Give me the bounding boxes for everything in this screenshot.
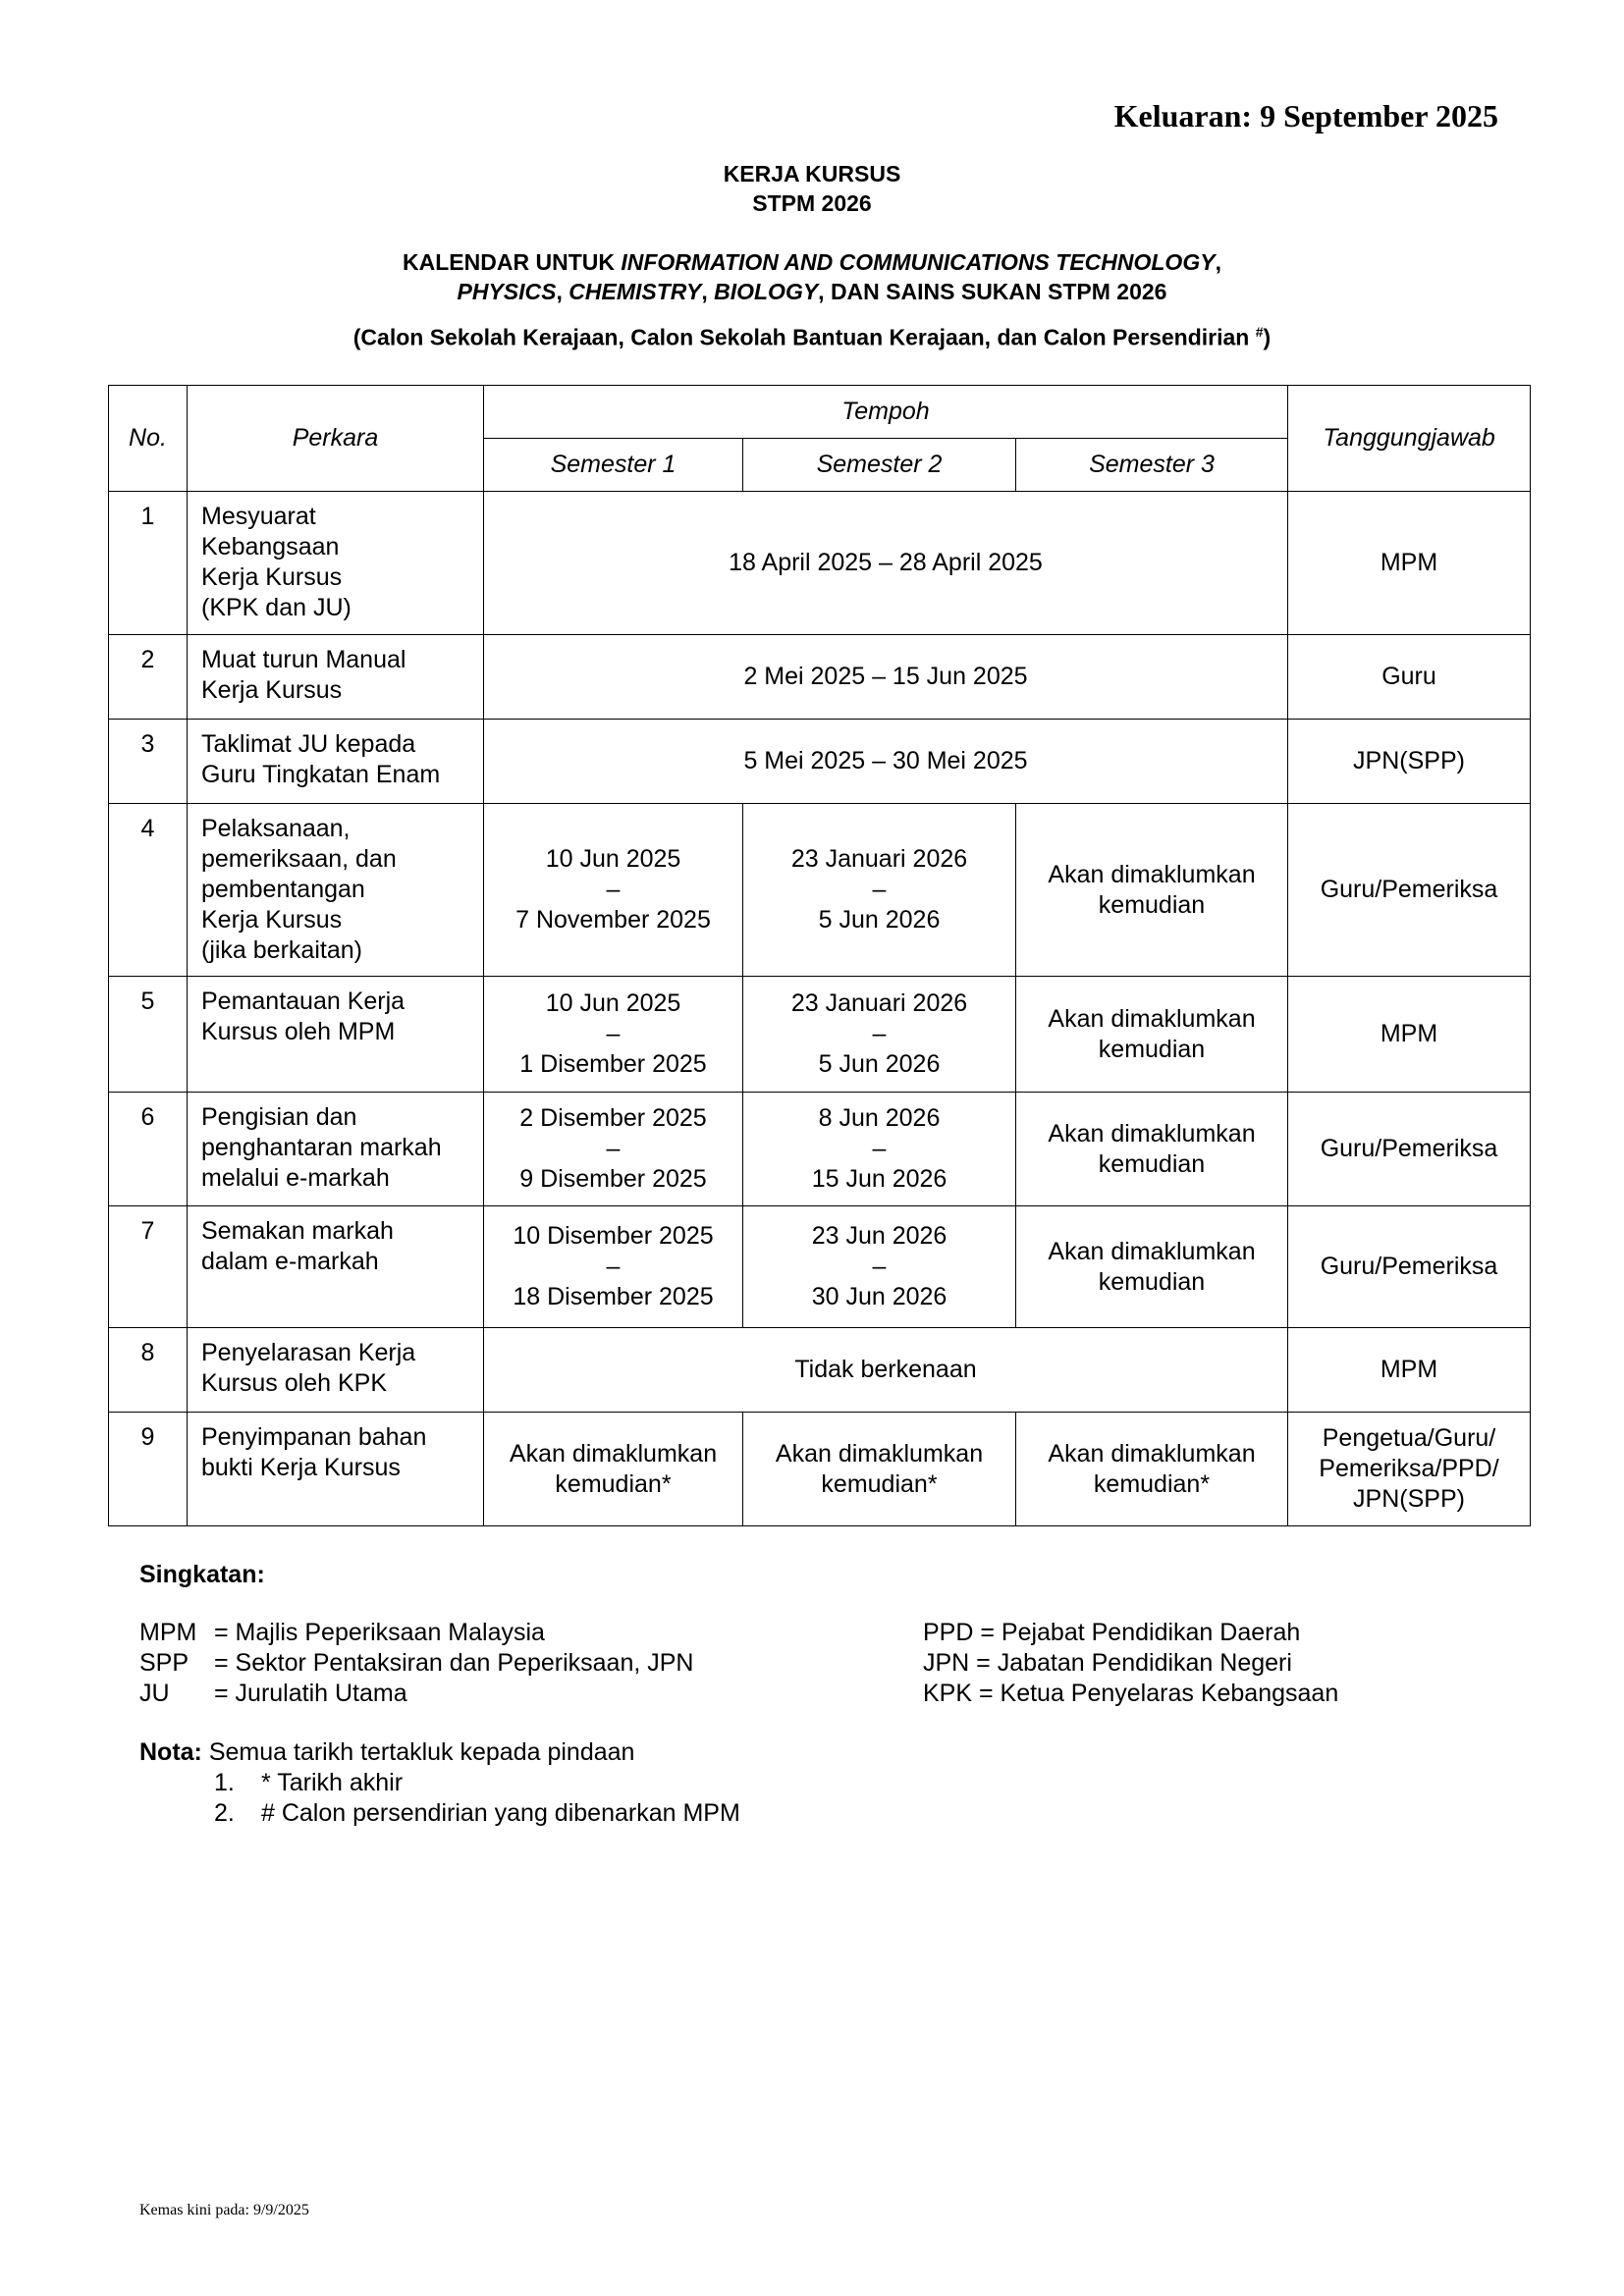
item-line: Guru Tingkatan Enam — [201, 761, 441, 788]
abbreviation-entry: JPN = Jabatan Pendidikan Negeri — [923, 1649, 1292, 1677]
semester-3-period — [1016, 1206, 1288, 1328]
item-line: pembentangan — [201, 876, 365, 903]
header-perkara: Perkara — [188, 386, 484, 492]
date-start: 10 Jun 2025 — [545, 989, 681, 1017]
row-period: 5 Mei 2025 – 30 Mei 2025 — [484, 720, 1288, 804]
row-item — [188, 635, 484, 720]
row-responsibility: Guru/Pemeriksa — [1288, 1206, 1531, 1328]
item-line: pemeriksaan, dan — [201, 845, 397, 873]
table-row — [109, 720, 1531, 804]
tbd-line: kemudian — [1098, 890, 1206, 919]
notes-text: Semua tarikh tertakluk kepada pindaan — [201, 1738, 635, 1766]
row-responsibility: Guru/Pemeriksa — [1288, 804, 1531, 977]
tbd-line: kemudian* — [555, 1469, 672, 1498]
item-line: Kursus oleh KPK — [201, 1369, 387, 1397]
table-row — [109, 635, 1531, 720]
notes — [139, 1737, 740, 1829]
title-sep: , — [701, 279, 715, 304]
table-row — [109, 804, 1531, 977]
tbd-line: kemudian* — [1093, 1469, 1211, 1498]
item-line: Pengisian dan — [201, 1103, 357, 1131]
header-no: No. — [109, 386, 188, 492]
date-start: 23 Jun 2026 — [811, 1222, 947, 1250]
item-line: Mesyuarat — [201, 503, 316, 530]
row-number: 9 — [109, 1413, 188, 1526]
tbd-line: Akan dimaklumkan — [1048, 1439, 1256, 1468]
semester-3-period — [1016, 977, 1288, 1093]
row-number: 2 — [109, 635, 188, 720]
abbreviation-text: = Majlis Peperiksaan Malaysia — [214, 1619, 545, 1646]
note-text: # Calon persendirian yang dibenarkan MPM — [261, 1799, 740, 1827]
tbd-line: kemudian — [1098, 1267, 1206, 1296]
date-end: 1 Disember 2025 — [519, 1050, 707, 1078]
header-semester-2: Semester 2 — [743, 439, 1016, 492]
semester-1-period — [484, 1093, 743, 1206]
date-end: 18 Disember 2025 — [513, 1283, 714, 1310]
abbreviation-entry — [139, 1679, 693, 1709]
title-sep: , — [556, 279, 569, 304]
table-row — [109, 1413, 1531, 1526]
row-number: 3 — [109, 720, 188, 804]
heading-line1: KERJA KURSUS — [723, 161, 901, 187]
item-line: melalui e-markah — [201, 1164, 390, 1192]
item-line: dalam e-markah — [201, 1248, 379, 1275]
date-end: 9 Disember 2025 — [519, 1165, 707, 1193]
candidates-text: (Calon Sekolah Kerajaan, Calon Sekolah Bantuan Kerajaan, dan Calon Persendirian — [352, 324, 1250, 350]
title-physics: PHYSICS — [457, 279, 557, 304]
item-line: Kerja Kursus — [201, 676, 343, 704]
row-period: Tidak berkenaan — [484, 1328, 1288, 1413]
tbd-line: Akan dimaklumkan — [1048, 1119, 1256, 1148]
tbd-line: Akan dimaklumkan — [1048, 860, 1256, 888]
date-end: 5 Jun 2026 — [818, 1050, 941, 1078]
semester-3-period — [1016, 1413, 1288, 1526]
note-item — [139, 1798, 740, 1829]
title-suffix: , DAN SAINS SUKAN STPM 2026 — [818, 279, 1167, 304]
item-line: Penyimpanan bahan — [201, 1423, 427, 1451]
abbreviations-left — [139, 1618, 693, 1709]
row-number: 8 — [109, 1328, 188, 1413]
table-row — [109, 492, 1531, 635]
note-text: * Tarikh akhir — [261, 1769, 404, 1796]
date-end: 30 Jun 2026 — [811, 1283, 947, 1310]
row-number: 1 — [109, 492, 188, 635]
row-responsibility: Guru/Pemeriksa — [1288, 1093, 1531, 1206]
abbreviations-title: Singkatan: — [139, 1561, 265, 1588]
date-start: 8 Jun 2026 — [818, 1104, 941, 1132]
row-number: 5 — [109, 977, 188, 1093]
semester-1-period — [484, 977, 743, 1093]
row-item — [188, 720, 484, 804]
row-period: 2 Mei 2025 – 15 Jun 2025 — [484, 635, 1288, 720]
item-line: Pelaksanaan, — [201, 815, 351, 842]
row-responsibility: Pengetua/Guru/ Pemeriksa/PPD/ JPN(SPP) — [1288, 1413, 1531, 1526]
tbd-line: Akan dimaklumkan — [1048, 1237, 1256, 1265]
table-row — [109, 1093, 1531, 1206]
item-line: Taklimat JU kepada — [201, 730, 416, 758]
row-responsibility: MPM — [1288, 977, 1531, 1093]
item-line: penghantaran markah — [201, 1134, 442, 1161]
tbd-line: Akan dimaklumkan — [775, 1439, 984, 1468]
note-number: 2. — [214, 1799, 235, 1827]
abbreviation-entry: PPD = Pejabat Pendidikan Daerah — [923, 1619, 1301, 1646]
date-dash: – — [872, 1253, 887, 1280]
row-number: 7 — [109, 1206, 188, 1328]
header-semester-1: Semester 1 — [484, 439, 743, 492]
date-dash: – — [872, 1135, 887, 1162]
item-line: bukti Kerja Kursus — [201, 1454, 401, 1481]
note-item — [139, 1768, 740, 1798]
abbreviation-text: = Sektor Pentaksiran dan Peperiksaan, JPN — [214, 1649, 694, 1677]
row-number: 6 — [109, 1093, 188, 1206]
item-line: (jika berkaitan) — [201, 936, 362, 964]
row-item — [188, 1328, 484, 1413]
date-start: 23 Januari 2026 — [790, 989, 968, 1017]
row-responsibility: Guru — [1288, 635, 1531, 720]
abbreviation-text: = Jurulatih Utama — [214, 1680, 407, 1707]
item-line: Muat turun Manual — [201, 646, 406, 673]
candidates-mark: # — [1255, 324, 1264, 340]
row-item — [188, 1413, 484, 1526]
note-number: 1. — [214, 1769, 235, 1796]
semester-2-period — [743, 1093, 1016, 1206]
date-start: 10 Jun 2025 — [545, 845, 681, 873]
date-start: 2 Disember 2025 — [519, 1104, 707, 1132]
date-end: 5 Jun 2026 — [818, 906, 941, 934]
tbd-line: Akan dimaklumkan — [1048, 1004, 1256, 1033]
header-tempoh: Tempoh — [484, 386, 1288, 439]
title-ict: INFORMATION AND COMMUNICATIONS TECHNOLOGY — [621, 249, 1216, 275]
date-dash: – — [606, 1135, 621, 1162]
calendar-table — [108, 385, 1531, 1526]
item-line: Kerja Kursus — [201, 906, 343, 934]
semester-1-period — [484, 1413, 743, 1526]
title-prefix: KALENDAR UNTUK — [403, 249, 622, 275]
notes-heading — [139, 1737, 740, 1768]
notes-label: Nota: — [139, 1738, 202, 1766]
document-heading — [0, 159, 1624, 218]
abbreviations-right — [923, 1618, 1338, 1709]
tbd-line: kemudian — [1098, 1149, 1206, 1178]
semester-3-period — [1016, 1093, 1288, 1206]
row-responsibility: MPM — [1288, 492, 1531, 635]
title-comma: , — [1215, 249, 1221, 275]
date-dash: – — [606, 1253, 621, 1280]
row-period: 18 April 2025 – 28 April 2025 — [484, 492, 1288, 635]
date-start: 10 Disember 2025 — [513, 1222, 714, 1250]
date-start: 23 Januari 2026 — [790, 845, 968, 873]
candidates-close: ) — [1263, 324, 1272, 350]
item-line: Kursus oleh MPM — [201, 1018, 396, 1045]
date-end: 7 November 2025 — [515, 906, 711, 934]
table-row — [109, 977, 1531, 1093]
abbreviation-key: SPP — [139, 1649, 189, 1677]
semester-1-period — [484, 1206, 743, 1328]
tbd-line: Akan dimaklumkan — [509, 1439, 718, 1468]
row-responsibility: MPM — [1288, 1328, 1531, 1413]
semester-1-period — [484, 804, 743, 977]
release-date: Keluaran: 9 September 2025 — [1113, 98, 1498, 133]
date-end: 15 Jun 2026 — [811, 1165, 947, 1193]
row-item — [188, 1093, 484, 1206]
item-line: Semakan markah — [201, 1217, 394, 1245]
footer-updated: Kemas kini pada: 9/9/2025 — [139, 2202, 309, 2218]
title-chemistry: CHEMISTRY — [568, 279, 702, 304]
row-item — [188, 804, 484, 977]
row-number: 4 — [109, 804, 188, 977]
item-line: Penyelarasan Kerja — [201, 1339, 416, 1366]
date-dash: – — [872, 1020, 887, 1047]
semester-3-period — [1016, 804, 1288, 977]
abbreviation-entry — [139, 1648, 693, 1679]
row-responsibility: JPN(SPP) — [1288, 720, 1531, 804]
semester-2-period — [743, 804, 1016, 977]
item-line: Kebangsaan — [201, 533, 340, 561]
tbd-line: kemudian — [1098, 1035, 1206, 1063]
header-tanggungjawab: Tanggungjawab — [1288, 386, 1531, 492]
title-biology: BIOLOGY — [714, 279, 819, 304]
date-dash: – — [872, 876, 887, 903]
item-line: Kerja Kursus — [201, 563, 343, 591]
row-item — [188, 977, 484, 1093]
item-line: (KPK dan JU) — [201, 594, 352, 621]
heading-line2: STPM 2026 — [752, 190, 872, 216]
candidates-note — [0, 324, 1624, 351]
date-dash: – — [606, 1020, 621, 1047]
row-item — [188, 1206, 484, 1328]
abbreviation-entry — [139, 1618, 693, 1648]
table-row — [109, 1206, 1531, 1328]
abbreviation-entry: KPK = Ketua Penyelaras Kebangsaan — [923, 1680, 1339, 1707]
tbd-line: kemudian* — [821, 1469, 938, 1498]
abbreviation-key: JU — [139, 1680, 170, 1707]
date-dash: – — [606, 876, 621, 903]
item-line: Pemantauan Kerja — [201, 988, 406, 1015]
semester-2-period — [743, 977, 1016, 1093]
row-item — [188, 492, 484, 635]
abbreviation-key: MPM — [139, 1619, 197, 1646]
calendar-title — [0, 247, 1624, 306]
table-row — [109, 1328, 1531, 1413]
header-semester-3: Semester 3 — [1016, 439, 1288, 492]
semester-2-period — [743, 1206, 1016, 1328]
semester-2-period — [743, 1413, 1016, 1526]
